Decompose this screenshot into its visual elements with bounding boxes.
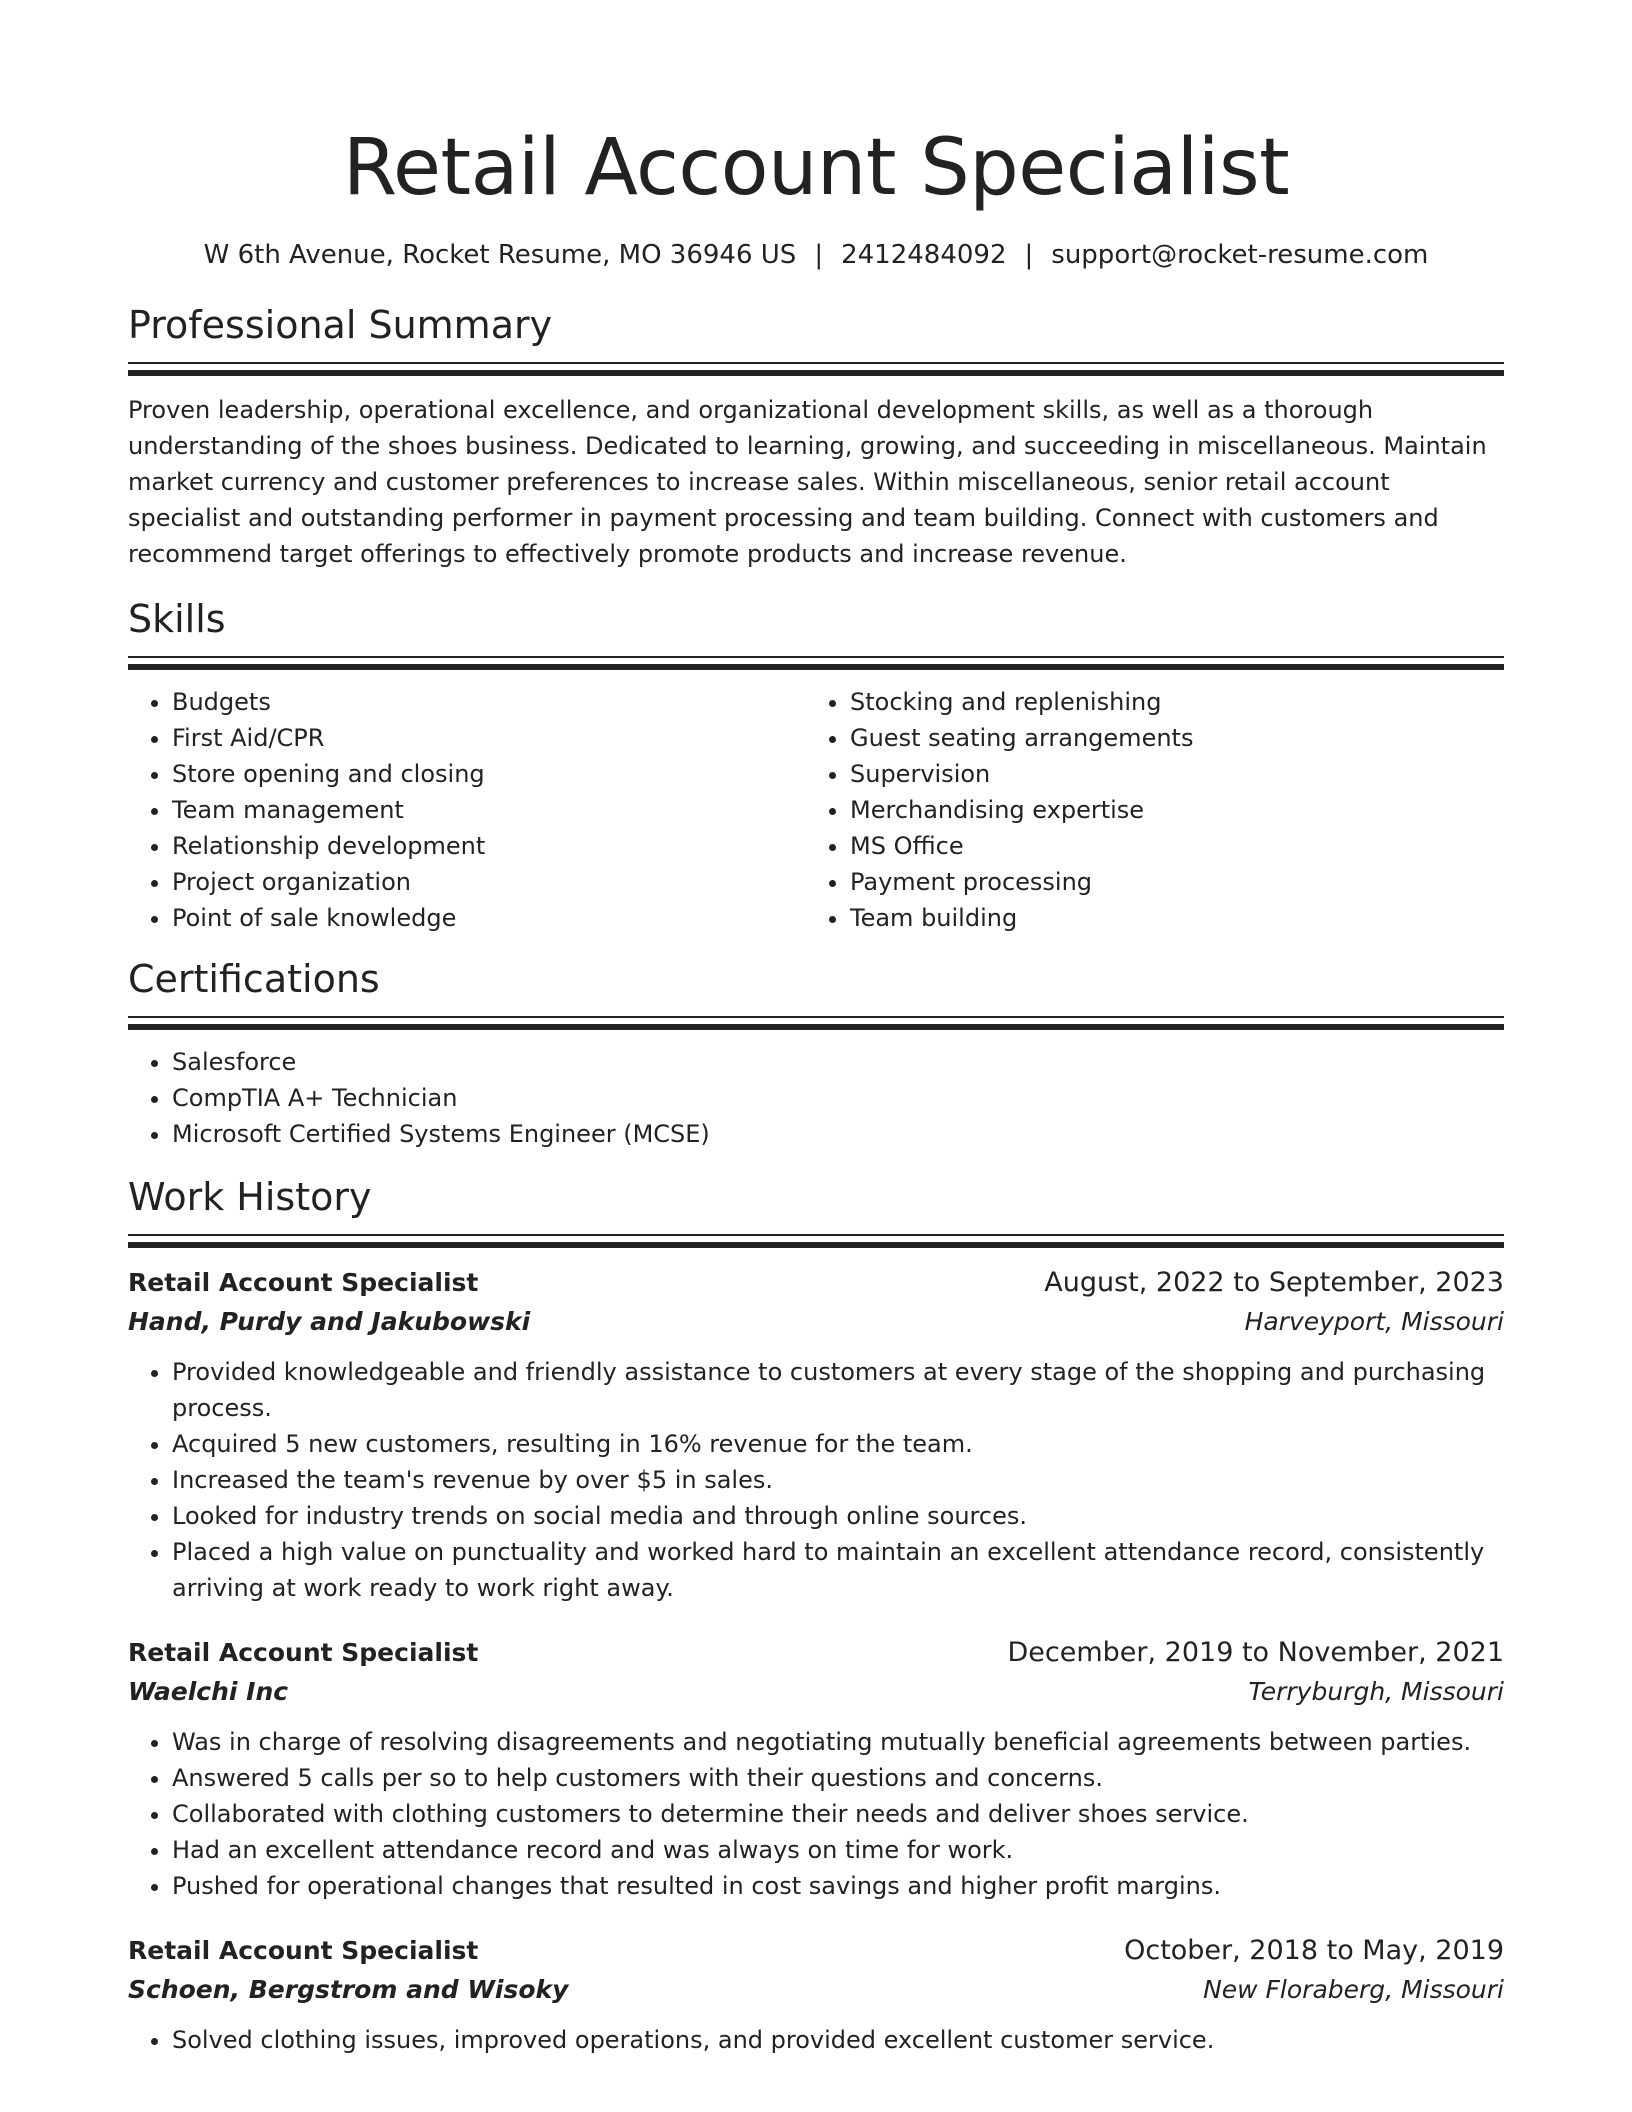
job-bullets [128, 2022, 1504, 2058]
summary-section [128, 302, 1504, 572]
section-divider [128, 370, 1504, 376]
job-bullet: • Provided knowledgeable and friendly assistance to customers at every stage of the shopping and purchasing process. [172, 1354, 1504, 1426]
job-dates: October, 2018 to May, 2019 [1124, 1935, 1504, 1966]
contact-phone: 2412484092 [841, 240, 1007, 270]
job-dates: December, 2019 to November, 2021 [1007, 1637, 1504, 1668]
job-bullet: • Acquired 5 new customers, resulting in 16% revenue for the team. [172, 1426, 1504, 1462]
skill-item: • Guest seating arrangements [850, 720, 1484, 756]
resume-name: Retail Account Specialist [342, 123, 1290, 213]
job-header [128, 1264, 1504, 1302]
certification-item: • Salesforce [172, 1044, 1504, 1080]
section-title-work-history: Work History [128, 1175, 372, 1219]
skill-item: • Budgets [172, 684, 806, 720]
contact-email: support@rocket-resume.com [1051, 240, 1429, 270]
skill-item: • Team building [850, 900, 1484, 936]
job-company: Waelchi Inc [128, 1677, 289, 1706]
skills-column-left [128, 684, 806, 936]
certification-item: • Microsoft Certified Systems Engineer (MCSE) [172, 1116, 1504, 1152]
job-title: Retail Account Specialist [128, 1268, 479, 1297]
skill-item: • Payment processing [850, 864, 1484, 900]
section-divider [128, 664, 1504, 670]
job-subheader [128, 1970, 1504, 2010]
job-dates: August, 2022 to September, 2023 [1044, 1267, 1504, 1298]
job-company: Hand, Purdy and Jakubowski [128, 1307, 531, 1336]
job-header [128, 1932, 1504, 1970]
job-location: Terryburgh, Missouri [1248, 1677, 1504, 1706]
skill-item: • Store opening and closing [172, 756, 806, 792]
section-divider [128, 1016, 1504, 1018]
job-bullet: • Solved clothing issues, improved operations, and provided excellent customer service. [172, 2022, 1504, 2058]
summary-text: Proven leadership, operational excellence, and organizational development skills, as well as a thorough understanding of the shoes business. Dedicated to learning, growing, and succeeding in miscellaneous. Maintain market currency and customer preferences to increase sales. Within miscellaneous, senior retail account specialist and outstanding performer in payment processing and team building. Connect with customers and recommend target offerings to effectively promote products and increase revenue. [128, 396, 1487, 568]
section-title-skills: Skills [128, 597, 226, 641]
job-bullet: • Looked for industry trends on social media and through online sources. [172, 1498, 1504, 1534]
skill-item: • MS Office [850, 828, 1484, 864]
skill-item: • Stocking and replenishing [850, 684, 1484, 720]
skill-item: • Project organization [172, 864, 806, 900]
job-company: Schoen, Bergstrom and Wisoky [128, 1975, 569, 2004]
job-bullet: • Answered 5 calls per so to help customers with their questions and concerns. [172, 1760, 1504, 1796]
section-divider [128, 1242, 1504, 1248]
job-entry [128, 1932, 1504, 2058]
job-location: New Floraberg, Missouri [1203, 1975, 1504, 2004]
certifications-list [128, 1044, 1504, 1152]
skills-column-right [806, 684, 1484, 936]
job-bullet: • Collaborated with clothing customers to determine their needs and deliver shoes service. [172, 1796, 1504, 1832]
section-divider [128, 1234, 1504, 1236]
skills-section [128, 596, 1504, 936]
job-entry [128, 1634, 1504, 1904]
job-bullet: • Increased the team's revenue by over $5 in sales. [172, 1462, 1504, 1498]
job-title: Retail Account Specialist [128, 1638, 479, 1667]
skills-list [128, 684, 1504, 936]
contact-address: W 6th Avenue, Rocket Resume, MO 36946 US [203, 240, 797, 270]
job-header [128, 1634, 1504, 1672]
job-entry [128, 1264, 1504, 1606]
skill-item: • Relationship development [172, 828, 806, 864]
section-divider [128, 362, 1504, 364]
work-history-section [128, 1174, 1504, 2058]
section-title-certifications: Certifications [128, 957, 380, 1001]
section-divider [128, 1024, 1504, 1030]
job-bullet: • Had an excellent attendance record and was always on time for work. [172, 1832, 1504, 1868]
job-location: Harveyport, Missouri [1244, 1307, 1504, 1336]
certifications-section [128, 956, 1504, 1152]
skill-item: • Merchandising expertise [850, 792, 1484, 828]
job-bullet: • Was in charge of resolving disagreements and negotiating mutually beneficial agreements between parties. [172, 1724, 1504, 1760]
skill-item: • First Aid/CPR [172, 720, 806, 756]
job-bullet: • Pushed for operational changes that resulted in cost savings and higher profit margins. [172, 1868, 1504, 1904]
job-title: Retail Account Specialist [128, 1936, 479, 1965]
certification-item: • CompTIA A+ Technician [172, 1080, 1504, 1116]
job-bullet: • Placed a high value on punctuality and worked hard to maintain an excellent attendance record, consistently arriving at work ready to work right away. [172, 1534, 1504, 1606]
contact-separator: | [1024, 240, 1034, 270]
job-bullets [128, 1354, 1504, 1606]
skill-item: • Point of sale knowledge [172, 900, 806, 936]
resume-page [128, 0, 1504, 2058]
skill-item: • Supervision [850, 756, 1484, 792]
job-bullets [128, 1724, 1504, 1904]
job-subheader [128, 1672, 1504, 1712]
section-divider [128, 656, 1504, 658]
contact-separator: | [814, 240, 824, 270]
skill-item: • Team management [172, 792, 806, 828]
job-subheader [128, 1302, 1504, 1342]
section-title-summary: Professional Summary [128, 303, 553, 347]
contact-line [128, 238, 1504, 272]
